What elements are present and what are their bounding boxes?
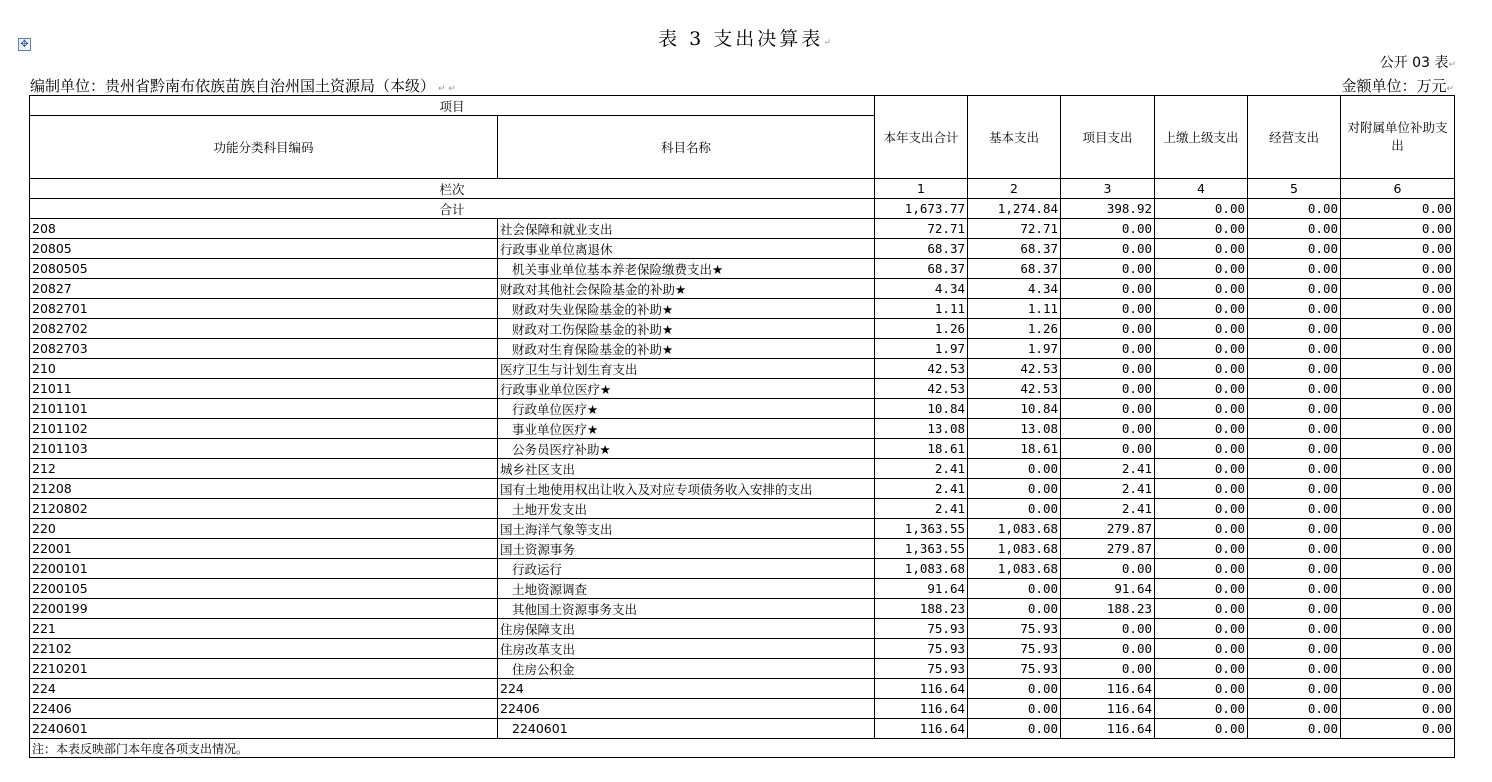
row-value: 0.00 [1248, 579, 1341, 599]
row-value: 0.00 [1155, 559, 1248, 579]
table-move-icon[interactable]: ✥ [18, 38, 31, 51]
row-code: 220 [30, 519, 498, 539]
row-name: 财政对工伤保险基金的补助★ [498, 319, 875, 339]
row-value: 1,083.68 [968, 539, 1061, 559]
row-value: 0.00 [1248, 219, 1341, 239]
row-value: 10.84 [968, 399, 1061, 419]
row-value: 0.00 [1341, 459, 1455, 479]
row-value: 0.00 [1248, 339, 1341, 359]
header-business: 经营支出 [1248, 96, 1341, 179]
amount-unit-label: 金额单位：万元↵ [1341, 77, 1454, 95]
row-name: 财政对生育保险基金的补助★ [498, 339, 875, 359]
row-value: 91.64 [1061, 579, 1155, 599]
row-value: 0.00 [1155, 459, 1248, 479]
row-value: 0.00 [1248, 639, 1341, 659]
row-value: 2.41 [875, 459, 968, 479]
table-row [30, 459, 1455, 479]
row-value: 0.00 [1061, 279, 1155, 299]
header-name: 科目名称 [498, 116, 875, 179]
row-value: 0.00 [1155, 419, 1248, 439]
row-value: 0.00 [1061, 619, 1155, 639]
row-value: 0.00 [1061, 239, 1155, 259]
paragraph-mark-icon: ↵ [1446, 84, 1454, 94]
row-value: 0.00 [1248, 519, 1341, 539]
row-value: 0.00 [968, 719, 1061, 739]
row-value: 0.00 [1155, 719, 1248, 739]
page-title: 表 3 支出决算表↵ [658, 28, 834, 50]
table-row [30, 499, 1455, 519]
row-name: 财政对失业保险基金的补助★ [498, 299, 875, 319]
table-row [30, 599, 1455, 619]
row-value: 0.00 [1248, 239, 1341, 259]
header-total: 本年支出合计 [875, 96, 968, 179]
organization-label: 编制单位：贵州省黔南布依族苗族自治州国土资源局（本级） ↵ ↵ [30, 77, 456, 95]
row-value: 4.34 [968, 279, 1061, 299]
column-index: 5 [1248, 179, 1341, 199]
table-row [30, 719, 1455, 739]
row-value: 0.00 [1248, 599, 1341, 619]
row-value: 0.00 [1341, 399, 1455, 419]
row-value: 0.00 [1155, 359, 1248, 379]
row-code: 2082702 [30, 319, 498, 339]
row-value: 0.00 [1341, 639, 1455, 659]
total-value: 1,673.77 [875, 199, 968, 219]
row-value: 10.84 [875, 399, 968, 419]
row-name: 224 [498, 679, 875, 699]
paragraph-mark-icon: ↵ [1448, 60, 1456, 70]
row-value: 2.41 [1061, 499, 1155, 519]
row-code: 20805 [30, 239, 498, 259]
row-value: 0.00 [1341, 319, 1455, 339]
table-note: 注：本表反映部门本年度各项支出情况。 [30, 739, 1455, 758]
table-row [30, 419, 1455, 439]
row-value: 1,363.55 [875, 519, 968, 539]
row-name: 住房保障支出 [498, 619, 875, 639]
row-value: 72.71 [875, 219, 968, 239]
row-value: 0.00 [1248, 659, 1341, 679]
row-value: 0.00 [1248, 319, 1341, 339]
row-value: 0.00 [1248, 379, 1341, 399]
row-name: 城乡社区支出 [498, 459, 875, 479]
row-name: 行政事业单位离退休 [498, 239, 875, 259]
row-value: 75.93 [968, 619, 1061, 639]
row-value: 0.00 [1061, 299, 1155, 319]
column-index: 3 [1061, 179, 1155, 199]
header-code: 功能分类科目编码 [30, 116, 498, 179]
total-value: 0.00 [1341, 199, 1455, 219]
row-value: 279.87 [1061, 539, 1155, 559]
row-value: 75.93 [875, 639, 968, 659]
row-value: 0.00 [1248, 299, 1341, 319]
row-value: 0.00 [1341, 339, 1455, 359]
row-value: 68.37 [968, 259, 1061, 279]
row-value: 0.00 [1341, 379, 1455, 399]
row-value: 0.00 [1061, 659, 1155, 679]
row-value: 42.53 [968, 379, 1061, 399]
row-code: 2200105 [30, 579, 498, 599]
table-row [30, 519, 1455, 539]
row-value: 91.64 [875, 579, 968, 599]
row-code: 2200199 [30, 599, 498, 619]
row-value: 1.26 [875, 319, 968, 339]
row-value: 0.00 [1155, 439, 1248, 459]
row-value: 0.00 [1341, 679, 1455, 699]
table-row [30, 699, 1455, 719]
header-basic: 基本支出 [968, 96, 1061, 179]
row-value: 0.00 [1248, 459, 1341, 479]
row-value: 0.00 [1341, 239, 1455, 259]
row-value: 0.00 [1341, 659, 1455, 679]
row-value: 0.00 [1248, 399, 1341, 419]
row-name: 住房改革支出 [498, 639, 875, 659]
row-value: 1.11 [875, 299, 968, 319]
table-row [30, 359, 1455, 379]
row-code: 20827 [30, 279, 498, 299]
row-value: 0.00 [1061, 379, 1155, 399]
row-name: 行政单位医疗★ [498, 399, 875, 419]
row-value: 116.64 [875, 719, 968, 739]
paragraph-mark-icon: ↵ [823, 38, 834, 48]
column-index-label: 栏次 [30, 179, 875, 199]
row-value: 0.00 [1341, 599, 1455, 619]
row-code: 2082703 [30, 339, 498, 359]
table-row [30, 339, 1455, 359]
row-name: 其他国土资源事务支出 [498, 599, 875, 619]
row-code: 22102 [30, 639, 498, 659]
table-row [30, 319, 1455, 339]
row-value: 0.00 [1155, 539, 1248, 559]
row-value: 0.00 [1155, 599, 1248, 619]
row-value: 4.34 [875, 279, 968, 299]
table-row [30, 239, 1455, 259]
row-code: 21208 [30, 479, 498, 499]
row-value: 75.93 [968, 659, 1061, 679]
row-value: 0.00 [1155, 219, 1248, 239]
row-value: 0.00 [1248, 439, 1341, 459]
table-row [30, 439, 1455, 459]
table-row [30, 479, 1455, 499]
row-value: 0.00 [1155, 279, 1248, 299]
row-name: 机关事业单位基本养老保险缴费支出★ [498, 259, 875, 279]
row-name: 2240601 [498, 719, 875, 739]
row-value: 75.93 [875, 659, 968, 679]
row-value: 13.08 [875, 419, 968, 439]
total-value: 0.00 [1155, 199, 1248, 219]
table-row [30, 619, 1455, 639]
row-value: 13.08 [968, 419, 1061, 439]
row-value: 0.00 [968, 599, 1061, 619]
row-value: 0.00 [1248, 539, 1341, 559]
row-code: 210 [30, 359, 498, 379]
row-value: 2.41 [875, 499, 968, 519]
row-value: 0.00 [1341, 619, 1455, 639]
row-value: 0.00 [1248, 719, 1341, 739]
row-value: 18.61 [968, 439, 1061, 459]
table-row [30, 659, 1455, 679]
row-name: 公务员医疗补助★ [498, 439, 875, 459]
row-value: 0.00 [1155, 259, 1248, 279]
table-row [30, 679, 1455, 699]
header-item: 项目 [30, 96, 875, 116]
row-value: 18.61 [875, 439, 968, 459]
table-row [30, 399, 1455, 419]
row-code: 2101101 [30, 399, 498, 419]
row-value: 0.00 [1061, 439, 1155, 459]
row-value: 1.26 [968, 319, 1061, 339]
row-name: 土地资源调查 [498, 579, 875, 599]
row-value: 0.00 [1061, 359, 1155, 379]
row-code: 212 [30, 459, 498, 479]
row-value: 42.53 [875, 379, 968, 399]
row-value: 0.00 [1341, 219, 1455, 239]
row-code: 2080505 [30, 259, 498, 279]
row-value: 0.00 [968, 479, 1061, 499]
row-value: 0.00 [968, 499, 1061, 519]
row-value: 0.00 [1248, 279, 1341, 299]
row-value: 0.00 [1248, 419, 1341, 439]
row-value: 0.00 [1341, 479, 1455, 499]
row-value: 0.00 [1061, 419, 1155, 439]
paragraph-mark-icon: ↵ ↵ [435, 84, 456, 94]
table-row [30, 579, 1455, 599]
header-project: 项目支出 [1061, 96, 1155, 179]
row-name: 事业单位医疗★ [498, 419, 875, 439]
row-code: 21011 [30, 379, 498, 399]
row-name: 国土资源事务 [498, 539, 875, 559]
row-code: 2210201 [30, 659, 498, 679]
row-code: 2200101 [30, 559, 498, 579]
row-value: 0.00 [1155, 319, 1248, 339]
row-value: 0.00 [968, 579, 1061, 599]
row-value: 0.00 [1155, 379, 1248, 399]
total-value: 0.00 [1248, 199, 1341, 219]
column-index: 4 [1155, 179, 1248, 199]
header-subsidy: 对附属单位补助支出 [1341, 96, 1455, 179]
row-value: 0.00 [1341, 259, 1455, 279]
row-name: 土地开发支出 [498, 499, 875, 519]
row-value: 0.00 [1061, 399, 1155, 419]
row-value: 0.00 [1341, 439, 1455, 459]
form-number: 公开 03 表↵ [1379, 55, 1456, 71]
row-code: 224 [30, 679, 498, 699]
row-value: 1,083.68 [875, 559, 968, 579]
row-value: 0.00 [1061, 339, 1155, 359]
row-value: 116.64 [1061, 719, 1155, 739]
row-value: 0.00 [1248, 619, 1341, 639]
row-value: 0.00 [1248, 499, 1341, 519]
row-code: 2101102 [30, 419, 498, 439]
row-value: 0.00 [1248, 359, 1341, 379]
column-index: 6 [1341, 179, 1455, 199]
column-index: 2 [968, 179, 1061, 199]
row-name: 22406 [498, 699, 875, 719]
row-value: 0.00 [1341, 539, 1455, 559]
total-label: 合计 [30, 199, 875, 219]
row-value: 0.00 [968, 699, 1061, 719]
table-row [30, 279, 1455, 299]
row-value: 0.00 [968, 459, 1061, 479]
table-row [30, 639, 1455, 659]
row-value: 2.41 [875, 479, 968, 499]
row-value: 68.37 [968, 239, 1061, 259]
row-code: 22406 [30, 699, 498, 719]
row-value: 0.00 [1248, 259, 1341, 279]
row-value: 75.93 [875, 619, 968, 639]
row-value: 68.37 [875, 259, 968, 279]
row-value: 0.00 [1155, 659, 1248, 679]
row-value: 116.64 [1061, 699, 1155, 719]
row-value: 0.00 [1341, 279, 1455, 299]
row-value: 0.00 [1061, 639, 1155, 659]
row-value: 1.11 [968, 299, 1061, 319]
row-value: 42.53 [875, 359, 968, 379]
row-value: 0.00 [1155, 339, 1248, 359]
row-value: 0.00 [1248, 679, 1341, 699]
row-value: 1,083.68 [968, 559, 1061, 579]
row-value: 116.64 [875, 699, 968, 719]
header-upper: 上缴上级支出 [1155, 96, 1248, 179]
row-value: 0.00 [1155, 699, 1248, 719]
row-value: 0.00 [1155, 519, 1248, 539]
table-row [30, 559, 1455, 579]
row-value: 0.00 [1155, 639, 1248, 659]
row-value: 2.41 [1061, 459, 1155, 479]
row-value: 2.41 [1061, 479, 1155, 499]
row-value: 68.37 [875, 239, 968, 259]
row-value: 0.00 [1248, 559, 1341, 579]
row-value: 0.00 [1341, 719, 1455, 739]
row-value: 0.00 [1341, 419, 1455, 439]
row-value: 0.00 [1061, 319, 1155, 339]
row-value: 0.00 [1341, 559, 1455, 579]
row-value: 116.64 [1061, 679, 1155, 699]
row-value: 188.23 [1061, 599, 1155, 619]
row-value: 0.00 [1061, 559, 1155, 579]
row-value: 1.97 [968, 339, 1061, 359]
row-value: 116.64 [875, 679, 968, 699]
row-name: 社会保障和就业支出 [498, 219, 875, 239]
row-name: 国土海洋气象等支出 [498, 519, 875, 539]
row-code: 2120802 [30, 499, 498, 519]
row-value: 0.00 [1248, 479, 1341, 499]
row-code: 2082701 [30, 299, 498, 319]
row-code: 208 [30, 219, 498, 239]
table-row [30, 259, 1455, 279]
row-name: 财政对其他社会保险基金的补助★ [498, 279, 875, 299]
row-value: 0.00 [1155, 239, 1248, 259]
row-code: 22001 [30, 539, 498, 559]
row-name: 国有土地使用权出让收入及对应专项债务收入安排的支出 [498, 479, 875, 499]
row-value: 0.00 [1155, 499, 1248, 519]
row-value: 0.00 [968, 679, 1061, 699]
column-index: 1 [875, 179, 968, 199]
row-value: 1,083.68 [968, 519, 1061, 539]
row-value: 0.00 [1155, 479, 1248, 499]
table-row [30, 219, 1455, 239]
row-value: 0.00 [1341, 299, 1455, 319]
total-value: 1,274.84 [968, 199, 1061, 219]
row-name: 医疗卫生与计划生育支出 [498, 359, 875, 379]
row-value: 0.00 [1341, 519, 1455, 539]
row-value: 72.71 [968, 219, 1061, 239]
row-value: 279.87 [1061, 519, 1155, 539]
row-value: 0.00 [1341, 699, 1455, 719]
row-value: 0.00 [1248, 699, 1341, 719]
row-value: 1,363.55 [875, 539, 968, 559]
row-value: 188.23 [875, 599, 968, 619]
table-row [30, 379, 1455, 399]
row-value: 0.00 [1155, 399, 1248, 419]
row-value: 0.00 [1155, 579, 1248, 599]
row-value: 42.53 [968, 359, 1061, 379]
row-value: 0.00 [1061, 219, 1155, 239]
row-code: 2101103 [30, 439, 498, 459]
row-value: 0.00 [1341, 579, 1455, 599]
row-value: 1.97 [875, 339, 968, 359]
row-value: 0.00 [1155, 299, 1248, 319]
table-row [30, 539, 1455, 559]
row-name: 住房公积金 [498, 659, 875, 679]
row-value: 0.00 [1341, 499, 1455, 519]
row-value: 0.00 [1155, 679, 1248, 699]
row-value: 0.00 [1155, 619, 1248, 639]
row-value: 0.00 [1341, 359, 1455, 379]
row-code: 221 [30, 619, 498, 639]
row-name: 行政事业单位医疗★ [498, 379, 875, 399]
table-row [30, 299, 1455, 319]
row-value: 75.93 [968, 639, 1061, 659]
expenditure-table [29, 95, 1455, 758]
row-code: 2240601 [30, 719, 498, 739]
row-value: 0.00 [1061, 259, 1155, 279]
row-name: 行政运行 [498, 559, 875, 579]
total-value: 398.92 [1061, 199, 1155, 219]
